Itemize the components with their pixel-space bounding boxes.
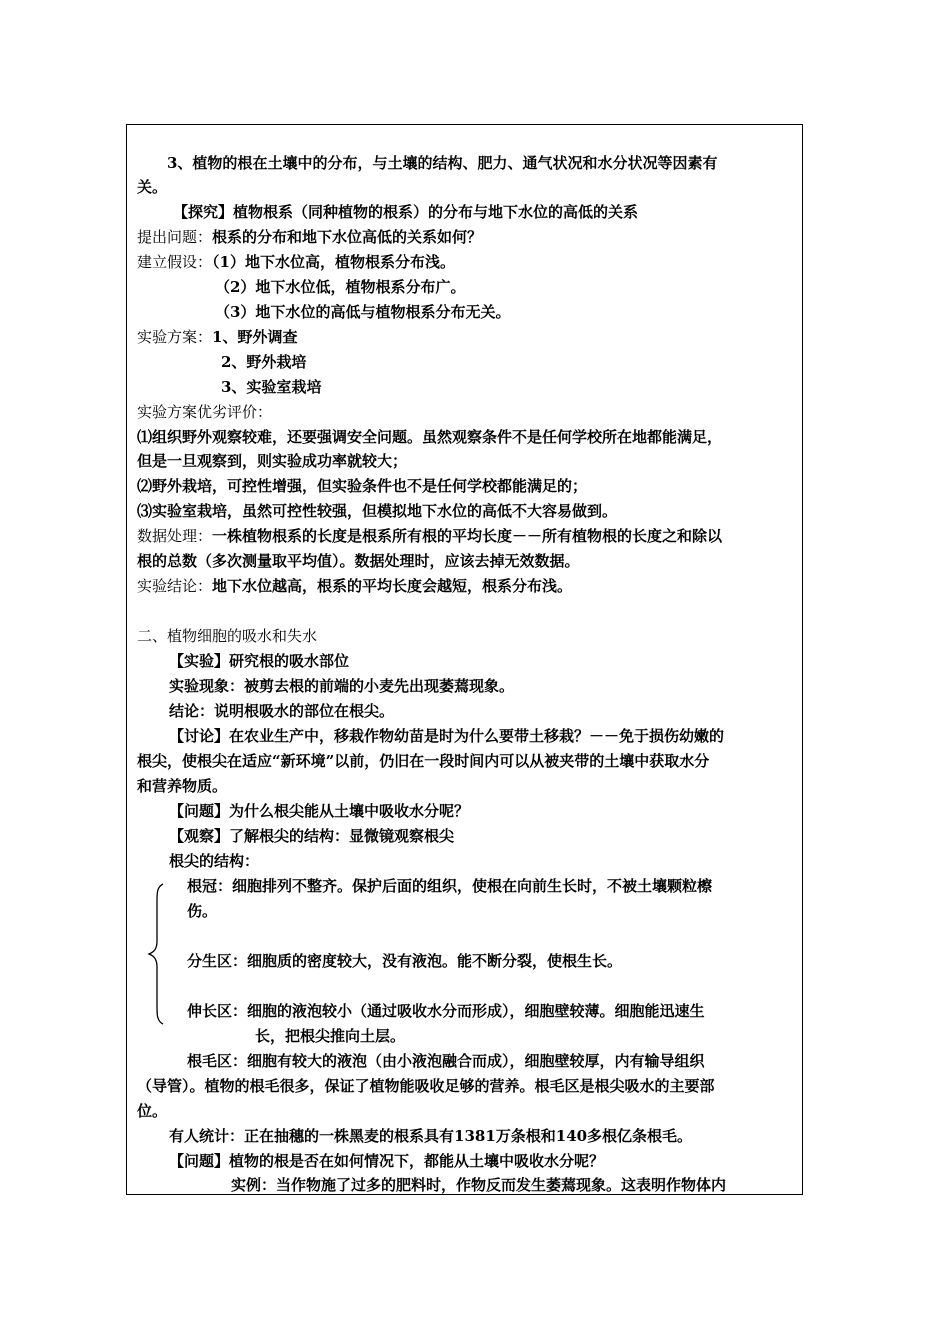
root-hair-line1: 根毛区：细胞有较大的液泡（由小液泡融合而成），细胞壁较厚，内有输导组织 — [187, 1052, 705, 1070]
data-processing-text1: 一株植物根系的长度是根系所有根的平均长度－－所有植物根的长度之和除以 — [212, 527, 723, 545]
conclusion-text: 地下水位越高，根系的平均长度会越短，根系分布浅。 — [212, 577, 573, 595]
data-processing-line1 — [127, 526, 802, 546]
evaluation-2: ⑵野外栽培，可控性增强，但实验条件也不是任何学校都能满足的； — [137, 477, 588, 495]
root-cap-line1: 根冠：细胞排列不整齐。保护后面的组织，使根在向前生长时，不被土壤颗粒檫 — [187, 877, 713, 895]
observe-line — [127, 826, 802, 846]
problem1-tag: 【问题】 — [169, 802, 230, 820]
plan-line1 — [127, 327, 802, 347]
problem2-text: 植物的根是否在如何情况下，都能从土壤中吸收水分呢？ — [229, 1152, 605, 1170]
evaluation-1-line2: 但是一旦观察到，则实验成功率就较大； — [137, 452, 408, 470]
hypothesis-item-1: （1）地下水位高，植物根系分布浅。 — [212, 253, 455, 271]
question-label: 提出问题： — [137, 228, 213, 246]
hypothesis-label: 建立假设： — [137, 253, 213, 271]
plan-item-2: 2、野外栽培 — [221, 353, 307, 371]
discuss-tag: 【讨论】 — [169, 727, 230, 745]
problem2-line — [127, 1151, 802, 1171]
root-hair-line3: 位。 — [137, 1102, 168, 1120]
experiment-phenomenon: 实验现象：被剪去根的前端的小麦先出现萎蔫现象。 — [169, 677, 515, 695]
section2-title: 二、植物细胞的吸水和失水 — [137, 627, 318, 645]
observe-text: 了解根尖的结构：显微镜观察根尖 — [229, 827, 455, 845]
elongation-line1: 伸长区：细胞的液泡较小（通过吸收水分而形成），细胞壁较薄。细胞能迅速生 — [187, 1002, 705, 1020]
discuss-line1 — [127, 726, 802, 746]
observe-tag: 【观察】 — [169, 827, 230, 845]
question-line — [127, 227, 802, 247]
content-frame — [126, 124, 803, 1195]
statistics-line: 有人统计：正在抽穗的一株黑麦的根系具有1381万条根和140多根亿条根毛。 — [169, 1127, 693, 1145]
explore-tag: 【探究】 — [173, 203, 234, 221]
experiment-text: 研究根的吸水部位 — [229, 652, 350, 670]
explore-text: 植物根系（同种植物的根系）的分布与地下水位的高低的关系 — [233, 203, 639, 221]
experiment-conclusion: 结论：说明根吸水的部位在根尖。 — [169, 702, 395, 720]
discuss-line2: 根尖，使根尖在适应“新环境”以前，仍旧在一段时间内可以从被夹带的土壤中获取水分 — [137, 752, 710, 770]
plan-label: 实验方案： — [137, 328, 213, 346]
discuss-text1: 在农业生产中，移栽作物幼苗是时为什么要带土移栽？－－免于损伤幼嫩的 — [229, 727, 725, 745]
evaluation-label: 实验方案优劣评价： — [137, 403, 273, 421]
problem1-text: 为什么根尖能从土壤中吸收水分呢？ — [229, 802, 470, 820]
experiment-tag: 【实验】 — [169, 652, 230, 670]
para-root-distribution-line2: 关。 — [137, 178, 168, 196]
problem1-line — [127, 801, 802, 821]
discuss-line3: 和营养物质。 — [137, 777, 228, 795]
plan-item-1: 1、野外调查 — [212, 328, 298, 346]
experiment-line — [127, 651, 802, 671]
evaluation-1-line1: ⑴组织野外观察较难，还要强调安全问题。虽然观察条件不是任何学校所在地都能满足， — [137, 428, 723, 446]
evaluation-3: ⑶实验室栽培，虽然可控性较强，但模拟地下水位的高低不大容易做到。 — [137, 502, 618, 520]
problem2-tag: 【问题】 — [169, 1152, 230, 1170]
root-cap-line2: 伤。 — [187, 902, 218, 920]
hypothesis-line1 — [127, 252, 802, 272]
explore-line — [127, 202, 802, 222]
conclusion-label: 实验结论： — [137, 577, 213, 595]
meristem-line: 分生区：细胞质的密度较大，没有液泡。能不断分裂，使根生长。 — [187, 952, 623, 970]
elongation-line2: 长，把根尖推向土层。 — [255, 1027, 406, 1045]
data-processing-line2: 根的总数（多次测量取平均值）。数据处理时，应该去掉无效数据。 — [137, 552, 580, 570]
question-text: 根系的分布和地下水位高低的关系如何？ — [212, 228, 483, 246]
conclusion-line — [127, 576, 802, 596]
hypothesis-item-3: （3）地下水位的高低与植物根系分布无关。 — [215, 303, 511, 321]
root-hair-line2: （导管）。植物的根毛很多，保证了植物能吸收足够的营养。根毛区是根尖吸水的主要部 — [137, 1077, 715, 1095]
example-line: 实例：当作物施了过多的肥料时，作物反而发生萎蔫现象。这表明作物体内 — [231, 1176, 727, 1194]
para-root-distribution-line1: 3、植物的根在土壤中的分布，与土壤的结构、肥力、通气状况和水分状况等因素有 — [167, 154, 718, 172]
hypothesis-item-2: （2）地下水位低，植物根系分布广。 — [215, 278, 466, 296]
data-processing-label: 数据处理： — [137, 527, 213, 545]
root-tip-heading: 根尖的结构： — [169, 852, 260, 870]
plan-item-3: 3、实验室栽培 — [221, 378, 322, 396]
